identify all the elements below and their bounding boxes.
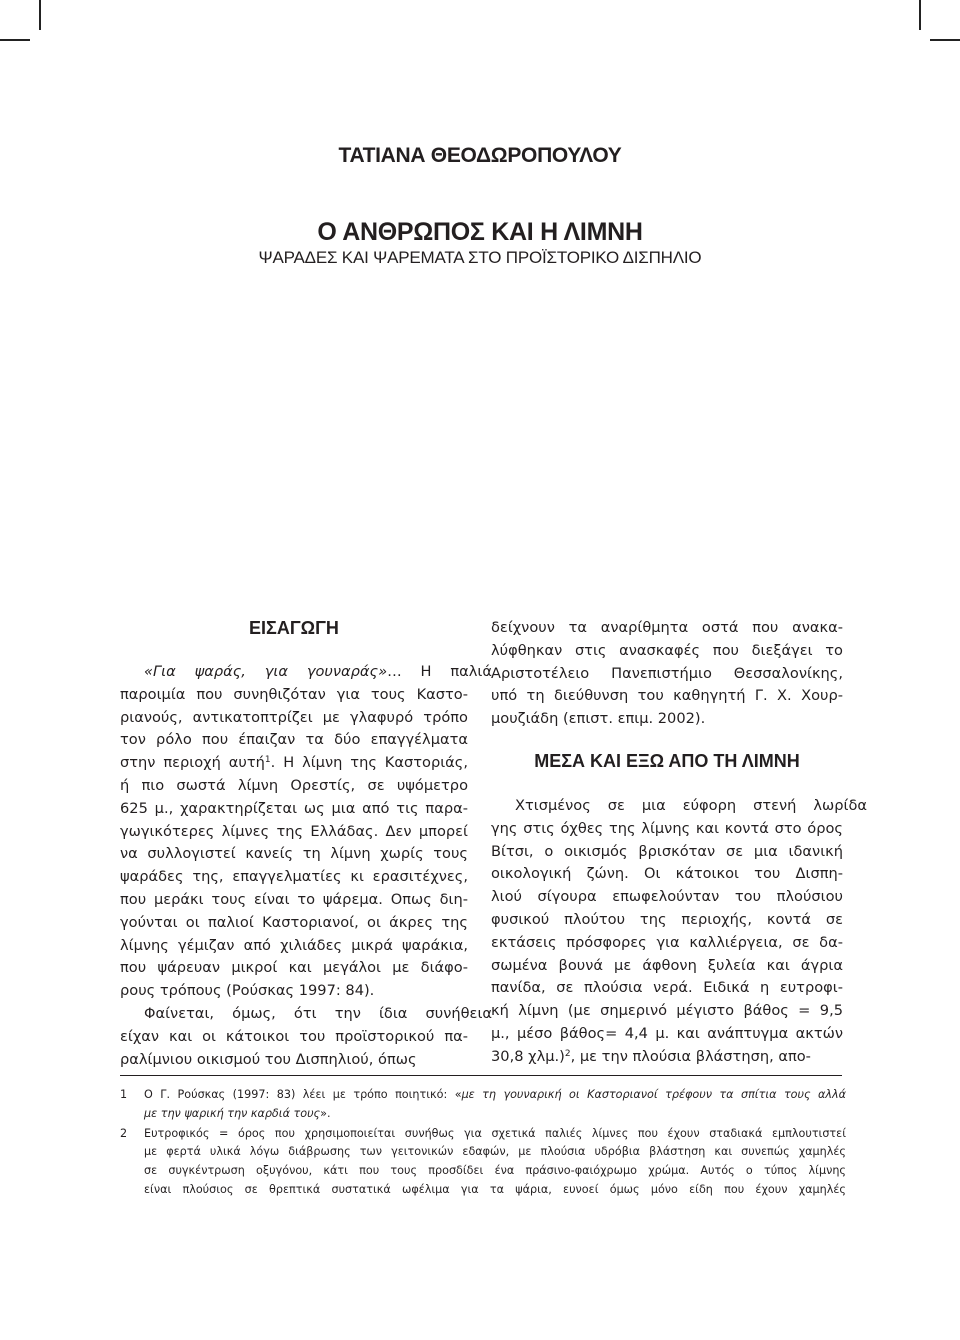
right-line-8: Βίτσι, ο οικισμός βρισκόταν σε μια ιδανική — [491, 842, 843, 860]
footnote-1-line-2: με την ψαρική την καρδιά τους». — [144, 1106, 331, 1120]
article-subtitle: ΨΑΡΑΔΕΣ ΚΑΙ ΨΑΡΕΜΑΤΑ ΣΤΟ ΠΡΟΪΣΤΟΡΙΚΟ ΔΙΣΠΗΛΙΟ — [258, 248, 702, 267]
right-line-9: οικολογική ζώνη. Οι κάτοικοι του Δισπη- — [491, 865, 843, 883]
right-column-paragraph-2 — [491, 795, 867, 1069]
right-line-10: λιού σίγουρα επωφελούνταν του πλούσιου — [491, 888, 843, 906]
right-line-4: υπό τη διεύθυνση του καθηγητή Γ. Χ. Χουρ- — [491, 687, 843, 705]
left-line-13: λίμνης γέμιζαν από χιλιάδες μικρά ψαράκια, — [120, 936, 468, 954]
right-line-6: Χτισμένος σε μια εύφορη στενή λωρίδα — [515, 797, 867, 814]
crop-mark-top-right-horizontal — [930, 39, 960, 41]
section-heading-introduction: ΕΙΣΑΓΩΓΗ — [249, 618, 339, 638]
right-line-12: εκτάσεις πρόσφορες για καλλιέργεια, σε δα- — [491, 933, 843, 951]
left-line-11: που μεράκι τους είναι το ψάρεμα. Οπως διη- — [120, 890, 468, 908]
author-name: ΤΑΤΙΑΝΑ ΘΕΟΔΩΡΟΠΟΥΛΟΥ — [338, 144, 622, 167]
right-line-13: σωμένα βουνά με άφθονη ξυλεία και άγρια — [491, 956, 843, 974]
section-heading-in-and-out-of-lake: ΜΕΣΑ ΚΑΙ ΕΞΩ ΑΠΟ ΤΗ ΛΙΜΝΗ — [534, 751, 800, 771]
right-line-3: Αριστοτέλειο Πανεπιστήμιο Θεσσαλονίκης, — [491, 664, 843, 682]
right-line-5: μουζιάδη (επιστ. επιμ. 2002). — [491, 710, 706, 728]
footnote-2 — [120, 1125, 846, 1200]
left-line-2: παροιμία που συνηθιζόταν για τους Καστο- — [120, 685, 468, 703]
right-line-1: δείχνουν τα αναρίθμητα οστά που ανακα- — [491, 619, 843, 636]
left-line-18: ραλίμνιου οικισμού του Δισπηλιού, όπως — [120, 1050, 417, 1068]
left-line-5: στην περιοχή αυτή$^1$. Η λίμνη της Καστοριάς, — [120, 754, 468, 772]
crop-mark-top-right — [919, 0, 921, 30]
left-line-9: να συλλογιστεί κανείς τη λίμνη χωρίς τους — [120, 845, 468, 863]
right-line-7: γης στις όχθες της λίμνης και κοντά στο όρος — [491, 819, 843, 837]
left-line-16: Φαίνεται, όμως, ότι την ίδια συνήθεια — [144, 1004, 492, 1022]
footnote-2-line-1: Ευτροφικός = όρος που χρησιμοποιείται συνήθως για σχετικά παλιές λίμνες που έχουν σταδιακά εμπλουτιστεί — [144, 1126, 846, 1140]
footnote-2-line-2: με φερτά υλικά λόγω διάβρωσης των γειτονικών εδαφών, με πλούσια υδρόβια βλάστηση και συνεπώς χαμηλές — [144, 1145, 846, 1159]
footnote-2-line-4: είναι πλούσιος σε θρεπτικά συστατικά ωφέλιμα για τα ψάρια, ευνοεί όμως μόνο είδη που έχουν χαμηλές — [144, 1182, 846, 1196]
article-title: Ο ΑΝΘΡΩΠΟΣ ΚΑΙ Η ΛΙΜΝΗ — [317, 218, 643, 246]
left-line-8: γωγικότερες λίμνες της Ελλάδας. Δεν μπορεί — [120, 822, 468, 840]
right-line-15: κή λίμνη (με σημερινό μέγιστο βάθος = 9,5 — [491, 1002, 843, 1020]
left-line-17: είχαν και οι κάτοικοι του προϊστορικού πα- — [120, 1027, 468, 1045]
footnote-ref-1[interactable]: 1 — [264, 755, 271, 766]
left-line-12: γούνται οι παλιοί Καστοριανοί, οι άκρες της — [120, 913, 468, 931]
right-line-17: 30,8 χλμ.)$^2$, με την πλούσια βλάστηση, απο- — [491, 1047, 811, 1065]
footnote-1-number: 1 — [120, 1088, 128, 1101]
left-line-3: ριανούς, αντικατοπτρίζει με γλαφυρό τρόπο — [120, 708, 468, 726]
right-line-11: φυσικού πλούτου της περιοχής, κοντά σε — [491, 910, 843, 928]
right-line-2: λύφθηκαν στις ανασκαφές που διεξάγει το — [491, 641, 843, 659]
footnote-2-line-3: σε συγκέντρωση οξυγόνου, κάτι που τους προσδίδει ένα πράσινο-φαιόχρωμο χρώμα. Αυτός ο τύπος λίμνης — [144, 1164, 846, 1178]
left-line-1: «Για ψαράς, για γουναράς»… Η παλιά — [144, 663, 492, 680]
footnote-ref-2[interactable]: 2 — [564, 1048, 571, 1059]
footnote-2-number: 2 — [120, 1126, 128, 1140]
crop-mark-top-left-horizontal — [0, 39, 30, 41]
left-line-6: ή πιο σωστά λίμνη Ορεστίς, σε υψόμετρο — [120, 776, 468, 794]
left-line-10: ψαράδες της, επαγγελματίες κι ερασιτέχνες, — [120, 868, 468, 886]
right-line-16: μ., μέσο βάθος= 4,4 μ. και ανάπτυγμα ακτών — [491, 1024, 843, 1042]
left-line-7: 625 μ., χαρακτηρίζεται ως μια από τις παρα- — [120, 799, 468, 817]
footnotes — [120, 1086, 846, 1200]
right-column-paragraph-1 — [491, 617, 843, 731]
left-column-body — [120, 661, 492, 1071]
footnote-separator — [120, 1075, 842, 1076]
crop-mark-top-left — [39, 0, 41, 30]
proverb-quote: «Για ψαράς, για γουναράς» — [144, 663, 388, 680]
left-line-15: ρους τρόπους (Ρούσκας 1997: 84). — [120, 982, 375, 1000]
footnote-1 — [120, 1086, 846, 1124]
right-line-14: πανίδα, σε πλούσια νερά. Ειδικά η ευτροφι- — [491, 979, 843, 997]
left-line-4: τον ρόλο που έπαιζαν τα δύο επαγγέλματα — [120, 731, 468, 749]
left-line-14: που ψάρευαν μικροί και μεγάλοι με διάφο- — [120, 959, 468, 977]
footnote-1-line-1: Ο Γ. Ρούσκας (1997: 83) λέει με τρόπο ποιητικό: «με τη γουναρική οι Καστοριανοί τρέφουν τα σπίτια τους αλλά — [144, 1088, 846, 1101]
